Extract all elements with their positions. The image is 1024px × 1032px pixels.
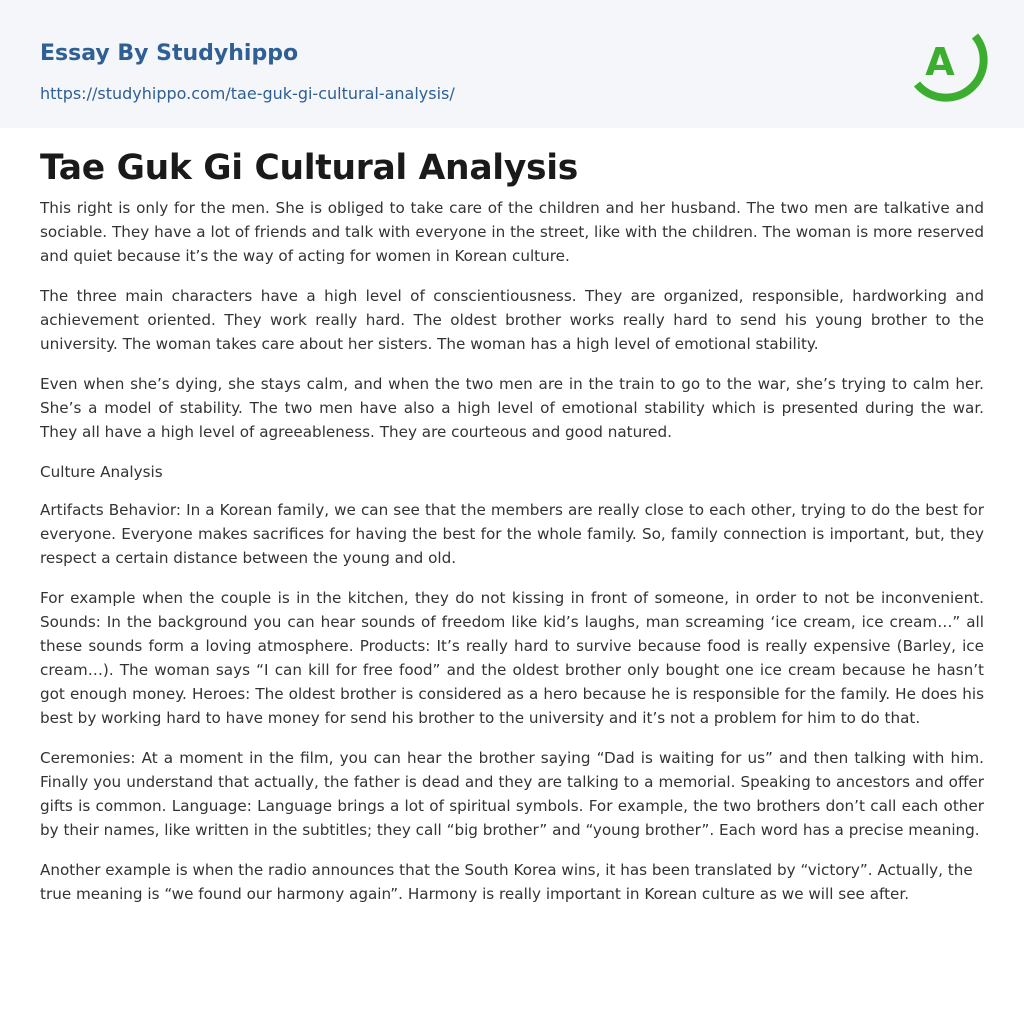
brand-title[interactable]: Essay By Studyhippo bbox=[40, 41, 299, 66]
studyhippo-logo-icon[interactable] bbox=[910, 18, 988, 106]
article bbox=[40, 142, 984, 906]
essay-url-link[interactable]: https://studyhippo.com/tae-guk-gi-cultural-analysis/ bbox=[40, 84, 455, 103]
paragraph: This right is only for the men. She is obliged to take care of the children and her husband. The two men are talkative and sociable. They have a lot of friends and talk with everyone in the street, like with the children. The woman is more reserved and quiet because it’s the way of acting for women in Korean culture. bbox=[40, 199, 984, 265]
paragraph: Even when she’s dying, she stays calm, and when the two men are in the train to go to the war, she’s trying to calm her. She’s a model of stability. The two men have also a high level of emotional stability which is presented during the war. They all have a high level of agreeableness. They are courteous and good natured. bbox=[40, 375, 984, 441]
paragraph: Ceremonies: At a moment in the film, you can hear the brother saying “Dad is waiting for us” and then talking with him. Finally you understand that actually, the father is dead and they are talking to a memorial. Speaking to ancestors and offer gifts is common. Language: Language brings a lot of spiritual symbols. For example, the two brothers don’t call each other by their names, like written in the subtitles; they call “big brother” and “young brother”. Each word has a precise meaning. bbox=[40, 749, 984, 839]
paragraph: Artifacts Behavior: In a Korean family, we can see that the members are really close to each other, trying to do the best for everyone. Everyone makes sacrifices for having the best for the whole family. So, family connection is important, but, they respect a certain distance between the young and old. bbox=[40, 501, 984, 567]
section-heading-culture-analysis: Culture Analysis bbox=[40, 463, 163, 481]
logo-letter: A bbox=[925, 40, 955, 84]
article-body bbox=[40, 196, 984, 906]
site-header bbox=[0, 0, 1024, 128]
paragraph: For example when the couple is in the kitchen, they do not kissing in front of someone, in order to not be inconvenient. Sounds: In the background you can hear sounds of freedom like kid’s laughs, man screaming ‘ice cream, ice cream…” all these sounds form a loving atmosphere. Products: It’s really hard to survive because food is really expensive (Barley, ice cream…). The woman says “I can kill for free food” and the oldest brother only bought one ice cream because he hasn’t got enough money. Heroes: The oldest brother is considered as a hero because he is responsible for the family. He does his best by working hard to have money for send his brother to the university and it’s not a problem for him to do that. bbox=[40, 589, 984, 727]
paragraph: The three main characters have a high level of conscientiousness. They are organized, responsible, hardworking and achievement oriented. They work really hard. The oldest brother works really hard to send his young brother to the university. The woman takes care about her sisters. The woman has a high level of emotional stability. bbox=[40, 287, 984, 353]
paragraph: Another example is when the radio announces that the South Korea wins, it has been translated by “victory”. Actually, the true meaning is “we found our harmony again”. Harmony is really important in Korean culture as we will see after. bbox=[40, 861, 973, 903]
article-title: Tae Guk Gi Cultural Analysis bbox=[40, 148, 579, 188]
